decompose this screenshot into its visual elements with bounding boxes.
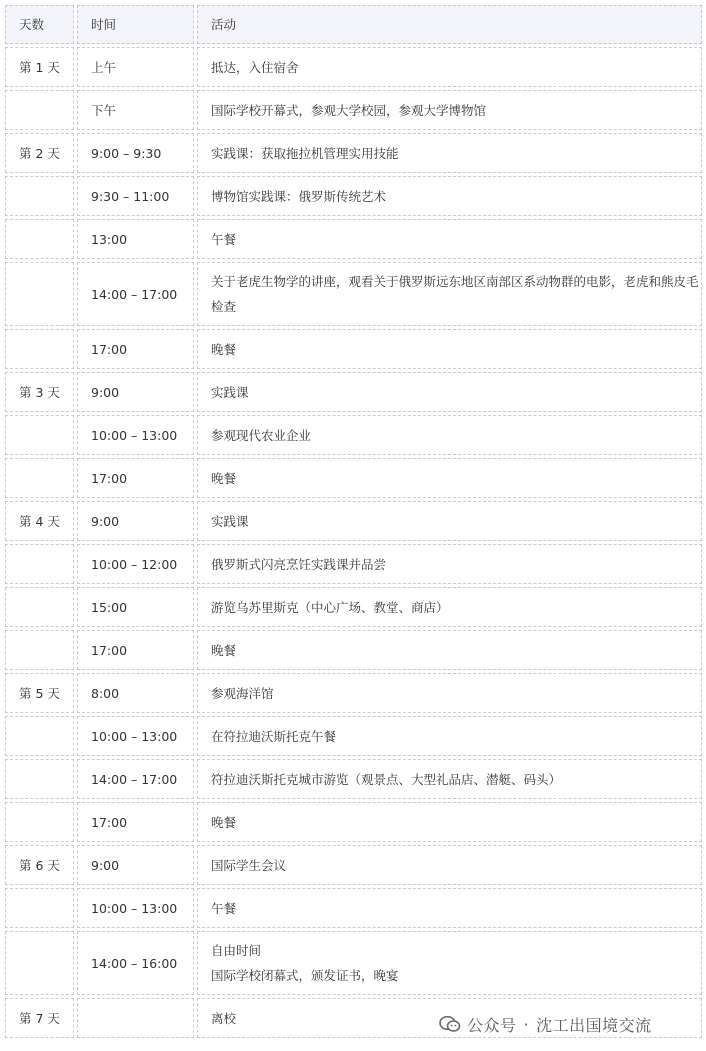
day-cell	[5, 458, 74, 498]
day-cell	[5, 888, 74, 928]
schedule-row	[5, 329, 702, 369]
schedule-row	[5, 372, 702, 412]
activity-text: 符拉迪沃斯托克城市游览（观景点、大型礼品店、潜艇、码头）	[211, 771, 562, 787]
schedule-row	[5, 673, 702, 713]
activity-text: 关于老虎生物学的讲座，观看关于俄罗斯远东地区南部区系动物群的电影，老虎和熊皮毛检查	[211, 274, 699, 314]
activity-cell	[197, 501, 702, 541]
schedule-row	[5, 219, 702, 259]
day-cell	[5, 176, 74, 216]
activity-cell	[197, 133, 702, 173]
activity-cell	[197, 759, 702, 799]
time-cell: 9:00	[77, 845, 194, 885]
watermark-account: 沈工出国境交流	[536, 1015, 652, 1035]
schedule-row	[5, 630, 702, 670]
schedule-row	[5, 587, 702, 627]
time-cell: 17:00	[77, 630, 194, 670]
header-time: 时间	[77, 5, 194, 44]
schedule-row	[5, 931, 702, 995]
watermark	[439, 1012, 652, 1036]
activity-cell	[197, 219, 702, 259]
watermark-separator: ·	[523, 1014, 530, 1034]
activity-cell	[197, 888, 702, 928]
schedule-row	[5, 47, 702, 87]
day-cell: 第 7 天	[5, 998, 74, 1038]
day-cell	[5, 759, 74, 799]
activity-text: 国际学生会议	[211, 857, 287, 873]
time-cell: 9:00	[77, 372, 194, 412]
activity-text: 实践课	[211, 513, 249, 529]
time-cell: 9:00 – 9:30	[77, 133, 194, 173]
day-cell	[5, 587, 74, 627]
day-cell: 第 5 天	[5, 673, 74, 713]
schedule-row	[5, 716, 702, 756]
day-cell: 第 2 天	[5, 133, 74, 173]
activity-cell	[197, 587, 702, 627]
wechat-official-account-icon	[439, 1015, 461, 1033]
day-cell	[5, 262, 74, 326]
activity-text: 午餐	[211, 231, 237, 247]
schedule-row	[5, 544, 702, 584]
time-cell: 15:00	[77, 587, 194, 627]
header-row	[5, 5, 702, 44]
activity-text: 晚餐	[211, 341, 237, 357]
schedule-row	[5, 759, 702, 799]
activity-cell	[197, 845, 702, 885]
time-cell: 10:00 – 12:00	[77, 544, 194, 584]
day-cell: 第 1 天	[5, 47, 74, 87]
watermark-label: 公众号	[467, 1015, 517, 1035]
activity-text: 实践课：获取拖拉机管理实用技能	[211, 145, 399, 161]
time-cell: 13:00	[77, 219, 194, 259]
activity-text: 游览乌苏里斯克（中心广场、教堂、商店）	[211, 599, 449, 615]
day-cell	[5, 630, 74, 670]
activity-cell	[197, 931, 702, 995]
activity-cell	[197, 329, 702, 369]
time-cell: 14:00 – 17:00	[77, 262, 194, 326]
schedule-table	[2, 2, 705, 1041]
activity-text: 实践课	[211, 384, 249, 400]
schedule-row	[5, 415, 702, 455]
activity-cell	[197, 47, 702, 87]
time-cell: 17:00	[77, 802, 194, 842]
activity-text: 国际学校闭幕式，颁发证书，晚宴	[211, 968, 399, 983]
activity-text: 午餐	[211, 900, 237, 916]
activity-cell	[197, 716, 702, 756]
schedule-row	[5, 802, 702, 842]
activity-text: 晚餐	[211, 814, 237, 830]
time-cell: 10:00 – 13:00	[77, 415, 194, 455]
day-cell: 第 4 天	[5, 501, 74, 541]
day-cell	[5, 415, 74, 455]
schedule-body	[5, 47, 702, 1038]
day-cell	[5, 716, 74, 756]
activity-text: 博物馆实践课：俄罗斯传统艺术	[211, 188, 387, 204]
time-cell: 上午	[77, 47, 194, 87]
time-cell: 14:00 – 16:00	[77, 931, 194, 995]
time-cell: 8:00	[77, 673, 194, 713]
schedule-row	[5, 458, 702, 498]
activity-cell	[197, 415, 702, 455]
time-cell: 9:30 – 11:00	[77, 176, 194, 216]
activity-cell	[197, 458, 702, 498]
time-cell: 17:00	[77, 329, 194, 369]
activity-cell	[197, 90, 702, 130]
activity-cell	[197, 544, 702, 584]
schedule-row	[5, 845, 702, 885]
time-cell: 下午	[77, 90, 194, 130]
schedule-row	[5, 90, 702, 130]
activity-cell	[197, 802, 702, 842]
header-activity: 活动	[197, 5, 702, 44]
day-cell	[5, 802, 74, 842]
activity-text: 自由时间	[211, 943, 262, 958]
activity-cell	[197, 630, 702, 670]
schedule-row	[5, 176, 702, 216]
activity-cell	[197, 262, 702, 326]
day-cell: 第 3 天	[5, 372, 74, 412]
activity-cell	[197, 176, 702, 216]
activity-text: 在符拉迪沃斯托克午餐	[211, 728, 337, 744]
time-cell	[77, 998, 194, 1038]
day-cell	[5, 544, 74, 584]
activity-text: 抵达，入住宿舍	[211, 59, 299, 75]
time-cell: 9:00	[77, 501, 194, 541]
schedule-row	[5, 133, 702, 173]
activity-cell	[197, 372, 702, 412]
activity-text: 国际学校开幕式，参观大学校园，参观大学博物馆	[211, 102, 487, 118]
day-cell	[5, 219, 74, 259]
day-cell	[5, 329, 74, 369]
time-cell: 10:00 – 13:00	[77, 888, 194, 928]
activity-text: 晚餐	[211, 642, 237, 658]
activity-cell	[197, 673, 702, 713]
activity-text: 离校	[211, 1010, 237, 1026]
schedule-row	[5, 501, 702, 541]
time-cell: 17:00	[77, 458, 194, 498]
schedule-row	[5, 888, 702, 928]
time-cell: 14:00 – 17:00	[77, 759, 194, 799]
header-day: 天数	[5, 5, 74, 44]
day-cell	[5, 90, 74, 130]
day-cell: 第 6 天	[5, 845, 74, 885]
activity-text: 参观现代农业企业	[211, 427, 312, 443]
activity-text: 晚餐	[211, 470, 237, 486]
activity-text: 俄罗斯式闪亮烹饪实践课并品尝	[211, 556, 387, 572]
time-cell: 10:00 – 13:00	[77, 716, 194, 756]
day-cell	[5, 931, 74, 995]
schedule-row	[5, 262, 702, 326]
activity-text: 参观海洋馆	[211, 685, 274, 701]
